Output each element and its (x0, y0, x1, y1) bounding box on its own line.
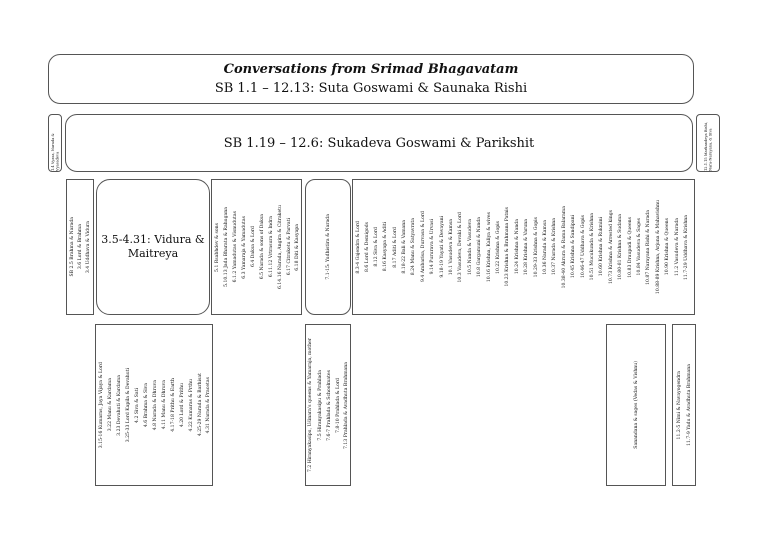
column-box (66, 179, 94, 315)
column-entry: 7.8-10 Prahlada & Lord (335, 377, 341, 433)
column-entry: 4.22 Kumaras & Prthu (188, 378, 194, 432)
column-entry: 11.2-5 Nimi & Navayogendra (676, 370, 682, 440)
column-box (672, 324, 696, 486)
column-entry: 10.24 Krishna & Nanda (514, 219, 520, 275)
column-entry: 6.14.16 Narada, Angira & Citraketu (278, 205, 283, 289)
column-entry: 8.18-22 Bali & Vamana (401, 220, 407, 274)
column-entry: 5.1 Rsabhdev & sons (215, 222, 220, 272)
column-entry: 10.36 Narada & Kamsa (542, 219, 548, 275)
column-entry: 7.5 Hiranyakasipu & Prahlada (317, 369, 323, 441)
column-entry: 7.2 Hiranyakasipu, Uśinara's queens & Yamaraja, mother (308, 337, 313, 473)
column-entry: 11.7-9 Yadu & Avadhuta Brahmana (686, 364, 692, 446)
column-entry: 4.2 Siva & Sati (134, 387, 140, 423)
column-entry: 10.88-89 Krishna, Arjuna & Mahavishnu (655, 199, 661, 295)
column-entry: 6.1.2 Yamadutas & Visnudutas (233, 211, 238, 283)
side-box-right-label: 12.1.15 Markandeya Rishi, Nara-Narayana, & Siva (703, 121, 712, 171)
column-entry: 4.20 Lord & Prithu (179, 382, 185, 428)
column-entry: 5.10.13 Jada Bharata & Rahugana (224, 207, 229, 287)
column-entry: 4.11 Manu & Dhruva (161, 380, 167, 430)
column-entry: 10.83 Draupadi & Queens (627, 216, 633, 278)
column-entry: 10.38-40 Akrura & Rama Balarama (561, 205, 567, 289)
column-entry: 10.16 Krishna, Kaliya & wives (486, 211, 492, 283)
column-entry: 8.17 Aditi & Lord (392, 226, 398, 268)
column-entry: 10.5 Nanda & Vasudeva (467, 218, 473, 276)
column-entry: 10.8 Gargamuni & Nanda (476, 216, 482, 278)
page-title: Conversations from Srimad Bhagavatam (223, 62, 519, 77)
column-entry: 7.1-15: Yudhistira & Narada (326, 214, 331, 280)
column-entry: 10.28 Krishna & Varuna (523, 218, 529, 276)
column-entry: 10.73 Krishna & Arrested kings (608, 210, 614, 284)
column-entry: 3.15-16 Kumaras, Jaya Vijaya & Lord (98, 361, 104, 449)
column-entry: 10.3 Vasudeva, Devaki & Lord (457, 211, 463, 283)
column-box (211, 179, 302, 315)
column-entry: 11.7-29 Uddhava & Krishna (683, 214, 689, 280)
column-entry: 3.23 Devahuti & Kardama (116, 374, 122, 436)
column-entry: 4.6 Brahma & Siva (143, 382, 149, 428)
column-entry: 10.51 Mucukunda & Krishna (589, 213, 595, 281)
column-entry: 9.18-19 Yayati & Devayani (439, 216, 445, 278)
column-entry: 9.4 Ambarisa, Durvasa & Lord (420, 211, 426, 283)
column-entry: 11.2 Vasudeva & Narada (674, 217, 680, 276)
column-entry: 3.4 Uddhava & Vidura (85, 220, 91, 274)
column-entry: Sanandana & sages (Vedas & Vishnu) (634, 361, 639, 449)
column-box (95, 324, 213, 486)
column-entry: 10.87 Narayana Rishi & Narada (645, 209, 651, 285)
side-box-left (48, 114, 62, 172)
column-entry: 10.90 Krishna & Queens (664, 218, 670, 276)
column-entry: 10.1 Vasudeva & Kamsa (448, 218, 454, 276)
column-entry: 6.5 Narada & sons of Daksa (260, 214, 265, 280)
column-entry: 4.17-18 Prithu & Earth (170, 378, 176, 432)
column-entry: 8.16 Kasyapa & Aditi (382, 222, 388, 272)
column-entry: 4.25-29 Narada & Barhisat (197, 373, 203, 437)
column-entry: 10.22 Krishna & Gopis (495, 220, 501, 274)
column-entry: 9.14 Pururava & Urvasi (429, 219, 435, 275)
column-entry: 4.31 Narada & Pracetas (205, 376, 211, 434)
column-entry: 10.46-47 Uddhava & Gopis (580, 215, 586, 279)
side-box-left-label: 1.4 Vyasa, Narada & Vyasadeva (50, 133, 59, 171)
column-entry: 10.23 Krishna & Brahmana Patnis (504, 207, 510, 287)
column-entry: 10.60 Krishna & Rukmini (598, 217, 604, 277)
column-box (606, 324, 666, 486)
column-entry: 10.29-33 Krishna & Gopis (533, 216, 539, 278)
column-entry: SB 2.5 Brahma & Narada (69, 217, 75, 277)
column-entry: 6.18 Diti & Kasyapa (295, 223, 300, 271)
column-entry: 10.80-81 Krishna & Sudama (617, 213, 623, 280)
page-subtitle: SB 1.1 – 12.13: Suta Goswami & Saunaka Rishi (214, 81, 528, 96)
side-box-right (696, 114, 720, 172)
column-entry: 6.17 Citraketu & Parvati (287, 218, 292, 276)
column-box (352, 179, 695, 315)
column-entry: 8.3-4 Gajendra & Lord (355, 220, 361, 274)
column-entry: 8.6 Lord & Demigods (364, 222, 370, 272)
column-entry: 3.25-33 Lord Kapila & Devahuti (125, 367, 131, 443)
title-box (48, 54, 694, 104)
sukadeva-box (65, 114, 693, 172)
column-entry: 3.22 Manu & Kardama (107, 378, 113, 432)
vidura-box (96, 179, 210, 315)
column-entry: 6.11.12 Vrtrasura & Indra (269, 216, 274, 278)
column-entry: 8.12 Siva & Lord (373, 227, 379, 267)
column-entry: 10.84 Vasudeva & Sages (636, 218, 642, 276)
column-entry: 7.13 Prahlada & Avadhuta Brahmana (344, 361, 349, 449)
column-box (305, 179, 351, 315)
column-entry: 6.4 Daksa & Lord (251, 226, 256, 268)
column-entry: 10.45 Krishna & Sandipani (570, 215, 576, 279)
column-entry: 6.3 Yamaraja & Yamadutas (242, 215, 247, 279)
column-entry: 3.6 Lord & Brahma (77, 224, 83, 270)
column-entry: 8.24 Manu & Satyavrata (410, 218, 416, 276)
column-entry: 4.8 Narada & Dhruva (152, 379, 158, 431)
column-box (305, 324, 351, 486)
column-entry: 10.37 Narada & Krishna (551, 218, 557, 276)
vidura-label: 3.5-4.31: Vidura & Maitreya (101, 233, 205, 260)
sukadeva-label: SB 1.19 – 12.6: Sukadeva Goswami & Parikshit (223, 135, 535, 151)
column-entry: 7.6-7 Prahlada & Schoolmates (326, 369, 332, 441)
